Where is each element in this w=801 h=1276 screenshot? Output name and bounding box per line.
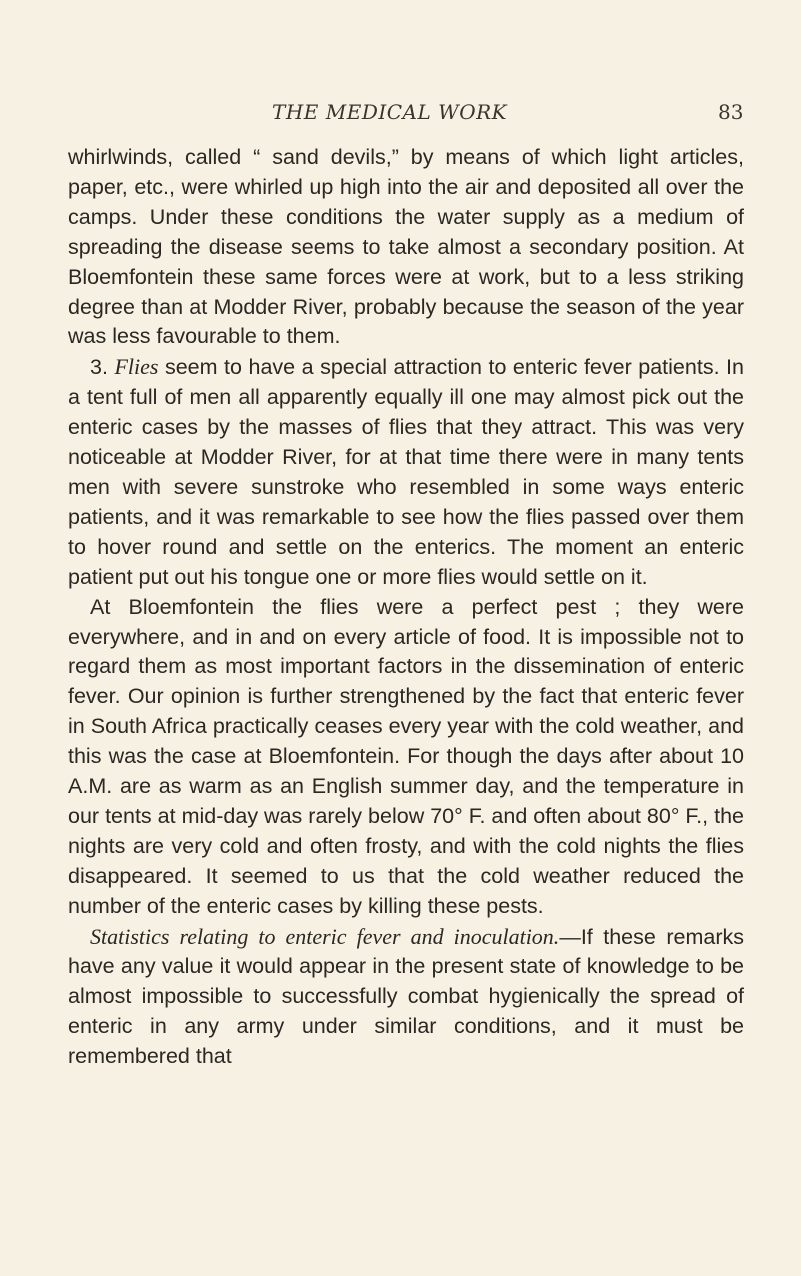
paragraph-text: whirlwinds, called “ sand devils,” by means of which light articles, paper, etc., were whirled up high into the air and deposited all over the camps. Under these conditions the water supply as a medium of spreading the disease seems to take almost a secondary position. At Bloemfontein these same forces were at work, but to a less striking degree than at Modder River, probably because the season of the year was less favourable to them.: [68, 145, 744, 349]
paragraph-text: seem to have a special attraction to enteric fever patients. In a tent full of men all apparently equally ill one may almost pick out the enteric cases by the masses of flies that they attract. This was very noticeable at Modder River, for at that time there were in many tents men with severe sunstroke who resembled in some ways enteric patients, and it was remarkable to see how the flies passed over them to hover round and settle on the enterics. The moment an enteric patient put out his tongue one or more flies would settle on it.: [68, 355, 744, 589]
paragraph-flies: [68, 352, 744, 592]
paragraph-text: —If these remarks have any value it would appear in the present state of knowledge to be almost impossible to successfully combat hygienically the spread of enteric in any army under similar conditions, and it must be remembered that: [68, 924, 744, 1069]
paragraph-statistics: [68, 922, 744, 1073]
paragraph-continuation: [68, 143, 744, 352]
page-number: 83: [718, 100, 744, 124]
paragraph-heading: Flies: [114, 354, 159, 380]
paragraph-text: At Bloemfontein the flies were a perfect pest ; they were everywhere, and in and on every article of food. It is impossible not to regard them as most important factors in the dissemination of enteric fever. Our opinion is further strengthened by the fact that enteric fever in South Africa practically ceases every year with the cold weather, and this was the case at Bloemfontein. For though the days after about 10 A.M. are as warm as an English summer day, and the temperature in our tents at mid-day was rarely below 70° F. and often about 80° F., the nights are very cold and often frosty, and with the cold nights the flies disappeared. It seemed to us that the cold weather reduced the number of the enteric cases by killing these pests.: [68, 594, 744, 918]
paragraph-number: 3.: [90, 355, 108, 380]
paragraph-heading: Statistics relating to enteric fever and inoculation.: [90, 923, 560, 949]
paragraph-bloemfontein: [68, 593, 744, 922]
body-text: [68, 143, 744, 1072]
running-head: THE MEDICAL WORK: [272, 100, 508, 124]
